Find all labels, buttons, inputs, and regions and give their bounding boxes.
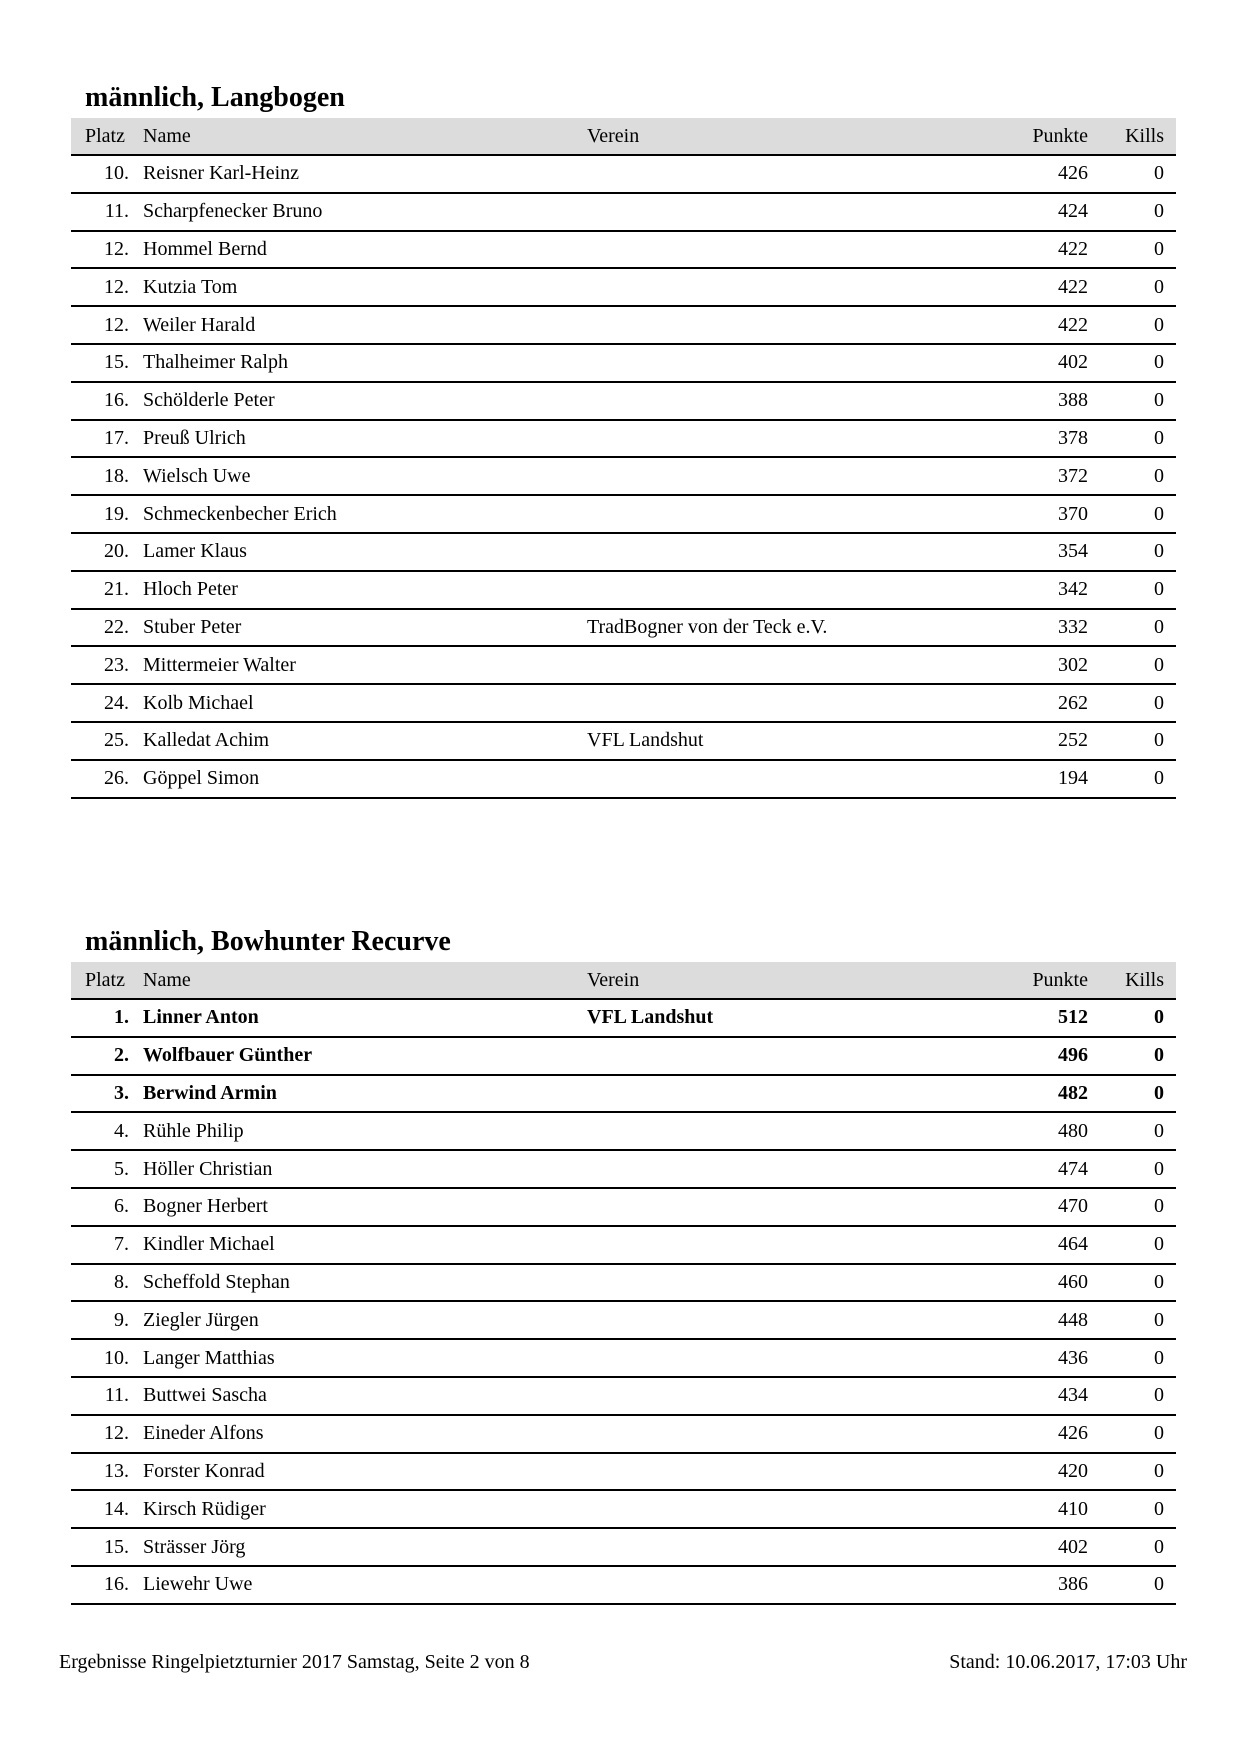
cell-name: Hommel Bernd <box>143 231 587 269</box>
cell-punkte: 424 <box>1007 193 1106 231</box>
cell-name: Wielsch Uwe <box>143 457 587 495</box>
cell-punkte: 482 <box>1007 1075 1106 1113</box>
cell-kills: 0 <box>1106 533 1176 571</box>
table-row <box>71 1415 1176 1453</box>
table-row <box>71 722 1176 760</box>
cell-name: Forster Konrad <box>143 1453 587 1491</box>
cell-platz: 21. <box>71 571 143 609</box>
cell-punkte: 378 <box>1007 420 1106 458</box>
cell-name: Mittermeier Walter <box>143 646 587 684</box>
cell-verein <box>587 684 1007 722</box>
table-row <box>71 344 1176 382</box>
cell-name: Schölderle Peter <box>143 382 587 420</box>
table-row <box>71 1112 1176 1150</box>
cell-name: Kolb Michael <box>143 684 587 722</box>
cell-kills: 0 <box>1106 760 1176 798</box>
cell-name: Scharpfenecker Bruno <box>143 193 587 231</box>
cell-name: Kalledat Achim <box>143 722 587 760</box>
header-verein: Verein <box>587 118 1007 155</box>
results-table <box>71 962 1176 1605</box>
cell-punkte: 496 <box>1007 1037 1106 1075</box>
cell-name: Eineder Alfons <box>143 1415 587 1453</box>
table-row <box>71 382 1176 420</box>
cell-kills: 0 <box>1106 999 1176 1037</box>
cell-verein <box>587 1188 1007 1226</box>
table-row <box>71 1226 1176 1264</box>
cell-verein <box>587 1301 1007 1339</box>
cell-name: Stuber Peter <box>143 609 587 647</box>
cell-verein: VFL Landshut <box>587 999 1007 1037</box>
cell-kills: 0 <box>1106 155 1176 193</box>
cell-name: Liewehr Uwe <box>143 1566 587 1604</box>
table-row <box>71 495 1176 533</box>
cell-kills: 0 <box>1106 571 1176 609</box>
cell-punkte: 402 <box>1007 344 1106 382</box>
cell-kills: 0 <box>1106 1415 1176 1453</box>
cell-kills: 0 <box>1106 1112 1176 1150</box>
cell-kills: 0 <box>1106 1226 1176 1264</box>
table-row <box>71 1301 1176 1339</box>
table-row <box>71 1490 1176 1528</box>
cell-verein <box>587 457 1007 495</box>
cell-verein <box>587 571 1007 609</box>
cell-name: Ziegler Jürgen <box>143 1301 587 1339</box>
cell-verein <box>587 495 1007 533</box>
cell-punkte: 342 <box>1007 571 1106 609</box>
cell-platz: 1. <box>71 999 143 1037</box>
cell-verein <box>587 1264 1007 1302</box>
cell-punkte: 422 <box>1007 268 1106 306</box>
table-row <box>71 1528 1176 1566</box>
cell-punkte: 262 <box>1007 684 1106 722</box>
cell-platz: 2. <box>71 1037 143 1075</box>
cell-verein <box>587 1037 1007 1075</box>
cell-punkte: 436 <box>1007 1339 1106 1377</box>
cell-platz: 15. <box>71 1528 143 1566</box>
cell-platz: 16. <box>71 382 143 420</box>
cell-platz: 15. <box>71 344 143 382</box>
cell-platz: 10. <box>71 1339 143 1377</box>
cell-name: Kindler Michael <box>143 1226 587 1264</box>
cell-punkte: 354 <box>1007 533 1106 571</box>
cell-verein <box>587 382 1007 420</box>
cell-verein <box>587 231 1007 269</box>
table-header-row <box>71 962 1176 999</box>
cell-platz: 9. <box>71 1301 143 1339</box>
cell-kills: 0 <box>1106 306 1176 344</box>
cell-punkte: 420 <box>1007 1453 1106 1491</box>
header-punkte: Punkte <box>1007 962 1106 999</box>
cell-verein <box>587 1415 1007 1453</box>
table-row <box>71 1188 1176 1226</box>
footer-document-info: Ergebnisse Ringelpietzturnier 2017 Samstag, Seite 2 von 8 <box>59 1651 530 1673</box>
cell-platz: 11. <box>71 193 143 231</box>
cell-platz: 19. <box>71 495 143 533</box>
cell-name: Göppel Simon <box>143 760 587 798</box>
cell-platz: 26. <box>71 760 143 798</box>
cell-name: Reisner Karl-Heinz <box>143 155 587 193</box>
cell-platz: 7. <box>71 1226 143 1264</box>
cell-name: Weiler Harald <box>143 306 587 344</box>
cell-name: Rühle Philip <box>143 1112 587 1150</box>
cell-kills: 0 <box>1106 382 1176 420</box>
cell-kills: 0 <box>1106 1566 1176 1604</box>
cell-kills: 0 <box>1106 231 1176 269</box>
cell-punkte: 422 <box>1007 306 1106 344</box>
cell-platz: 4. <box>71 1112 143 1150</box>
cell-name: Langer Matthias <box>143 1339 587 1377</box>
cell-verein <box>587 1112 1007 1150</box>
cell-name: Höller Christian <box>143 1150 587 1188</box>
results-section-bowhunter-recurve <box>71 922 1176 1605</box>
cell-punkte: 464 <box>1007 1226 1106 1264</box>
header-kills: Kills <box>1106 118 1176 155</box>
cell-verein <box>587 1075 1007 1113</box>
cell-name: Linner Anton <box>143 999 587 1037</box>
cell-kills: 0 <box>1106 1528 1176 1566</box>
cell-name: Preuß Ulrich <box>143 420 587 458</box>
cell-name: Kutzia Tom <box>143 268 587 306</box>
cell-kills: 0 <box>1106 1453 1176 1491</box>
cell-verein <box>587 268 1007 306</box>
cell-name: Hloch Peter <box>143 571 587 609</box>
cell-verein <box>587 1226 1007 1264</box>
table-header-row <box>71 118 1176 155</box>
cell-verein <box>587 760 1007 798</box>
cell-punkte: 386 <box>1007 1566 1106 1604</box>
cell-platz: 25. <box>71 722 143 760</box>
table-row <box>71 231 1176 269</box>
table-row <box>71 684 1176 722</box>
header-kills: Kills <box>1106 962 1176 999</box>
cell-punkte: 402 <box>1007 1528 1106 1566</box>
cell-kills: 0 <box>1106 1490 1176 1528</box>
cell-platz: 18. <box>71 457 143 495</box>
cell-name: Strässer Jörg <box>143 1528 587 1566</box>
results-table <box>71 118 1176 799</box>
cell-punkte: 332 <box>1007 609 1106 647</box>
cell-kills: 0 <box>1106 344 1176 382</box>
cell-name: Kirsch Rüdiger <box>143 1490 587 1528</box>
cell-punkte: 252 <box>1007 722 1106 760</box>
cell-kills: 0 <box>1106 1188 1176 1226</box>
cell-verein <box>587 193 1007 231</box>
cell-kills: 0 <box>1106 193 1176 231</box>
cell-verein <box>587 306 1007 344</box>
cell-kills: 0 <box>1106 420 1176 458</box>
cell-kills: 0 <box>1106 495 1176 533</box>
table-row <box>71 1566 1176 1604</box>
cell-verein: VFL Landshut <box>587 722 1007 760</box>
cell-platz: 13. <box>71 1453 143 1491</box>
table-row <box>71 457 1176 495</box>
cell-platz: 14. <box>71 1490 143 1528</box>
cell-punkte: 474 <box>1007 1150 1106 1188</box>
section-title: männlich, Langbogen <box>85 82 345 113</box>
cell-punkte: 422 <box>1007 231 1106 269</box>
footer-timestamp: Stand: 10.06.2017, 17:03 Uhr <box>949 1651 1187 1673</box>
table-row <box>71 533 1176 571</box>
cell-verein <box>587 155 1007 193</box>
cell-platz: 11. <box>71 1377 143 1415</box>
table-row <box>71 1075 1176 1113</box>
cell-kills: 0 <box>1106 684 1176 722</box>
cell-name: Lamer Klaus <box>143 533 587 571</box>
cell-punkte: 480 <box>1007 1112 1106 1150</box>
cell-kills: 0 <box>1106 1264 1176 1302</box>
cell-platz: 3. <box>71 1075 143 1113</box>
table-row <box>71 1264 1176 1302</box>
cell-kills: 0 <box>1106 1301 1176 1339</box>
table-row <box>71 1453 1176 1491</box>
cell-platz: 8. <box>71 1264 143 1302</box>
cell-name: Thalheimer Ralph <box>143 344 587 382</box>
cell-punkte: 460 <box>1007 1264 1106 1302</box>
cell-verein <box>587 1528 1007 1566</box>
cell-punkte: 372 <box>1007 457 1106 495</box>
cell-punkte: 388 <box>1007 382 1106 420</box>
cell-platz: 24. <box>71 684 143 722</box>
section-title: männlich, Bowhunter Recurve <box>85 926 451 957</box>
cell-punkte: 512 <box>1007 999 1106 1037</box>
cell-kills: 0 <box>1106 1377 1176 1415</box>
table-row <box>71 760 1176 798</box>
cell-platz: 23. <box>71 646 143 684</box>
cell-name: Berwind Armin <box>143 1075 587 1113</box>
cell-punkte: 370 <box>1007 495 1106 533</box>
table-row <box>71 268 1176 306</box>
cell-verein <box>587 420 1007 458</box>
cell-name: Schmeckenbecher Erich <box>143 495 587 533</box>
cell-punkte: 426 <box>1007 1415 1106 1453</box>
cell-platz: 17. <box>71 420 143 458</box>
cell-verein <box>587 1490 1007 1528</box>
header-verein: Verein <box>587 962 1007 999</box>
cell-kills: 0 <box>1106 268 1176 306</box>
cell-verein <box>587 533 1007 571</box>
cell-kills: 0 <box>1106 1339 1176 1377</box>
cell-kills: 0 <box>1106 1150 1176 1188</box>
table-row <box>71 646 1176 684</box>
cell-verein <box>587 1453 1007 1491</box>
header-platz: Platz <box>71 118 143 155</box>
table-row <box>71 571 1176 609</box>
cell-platz: 12. <box>71 306 143 344</box>
table-row <box>71 193 1176 231</box>
cell-platz: 10. <box>71 155 143 193</box>
table-row <box>71 1377 1176 1415</box>
cell-kills: 0 <box>1106 1075 1176 1113</box>
header-platz: Platz <box>71 962 143 999</box>
table-row <box>71 420 1176 458</box>
cell-punkte: 448 <box>1007 1301 1106 1339</box>
cell-verein <box>587 646 1007 684</box>
cell-name: Bogner Herbert <box>143 1188 587 1226</box>
cell-verein <box>587 1150 1007 1188</box>
table-row <box>71 609 1176 647</box>
cell-verein <box>587 1566 1007 1604</box>
cell-kills: 0 <box>1106 646 1176 684</box>
results-section-langbogen <box>71 78 1176 799</box>
cell-verein <box>587 1339 1007 1377</box>
cell-verein: TradBogner von der Teck e.V. <box>587 609 1007 647</box>
cell-name: Wolfbauer Günther <box>143 1037 587 1075</box>
cell-verein <box>587 344 1007 382</box>
cell-kills: 0 <box>1106 722 1176 760</box>
cell-platz: 12. <box>71 1415 143 1453</box>
cell-punkte: 426 <box>1007 155 1106 193</box>
header-punkte: Punkte <box>1007 118 1106 155</box>
table-row <box>71 1339 1176 1377</box>
cell-platz: 6. <box>71 1188 143 1226</box>
cell-kills: 0 <box>1106 457 1176 495</box>
table-row <box>71 306 1176 344</box>
cell-name: Scheffold Stephan <box>143 1264 587 1302</box>
cell-punkte: 470 <box>1007 1188 1106 1226</box>
cell-punkte: 302 <box>1007 646 1106 684</box>
cell-punkte: 434 <box>1007 1377 1106 1415</box>
cell-verein <box>587 1377 1007 1415</box>
cell-platz: 12. <box>71 268 143 306</box>
cell-name: Buttwei Sascha <box>143 1377 587 1415</box>
cell-platz: 16. <box>71 1566 143 1604</box>
table-row <box>71 1150 1176 1188</box>
cell-platz: 5. <box>71 1150 143 1188</box>
table-row <box>71 999 1176 1037</box>
cell-punkte: 194 <box>1007 760 1106 798</box>
header-name: Name <box>143 118 587 155</box>
cell-platz: 22. <box>71 609 143 647</box>
table-row <box>71 155 1176 193</box>
cell-punkte: 410 <box>1007 1490 1106 1528</box>
cell-kills: 0 <box>1106 609 1176 647</box>
header-name: Name <box>143 962 587 999</box>
cell-platz: 12. <box>71 231 143 269</box>
cell-platz: 20. <box>71 533 143 571</box>
table-row <box>71 1037 1176 1075</box>
cell-kills: 0 <box>1106 1037 1176 1075</box>
